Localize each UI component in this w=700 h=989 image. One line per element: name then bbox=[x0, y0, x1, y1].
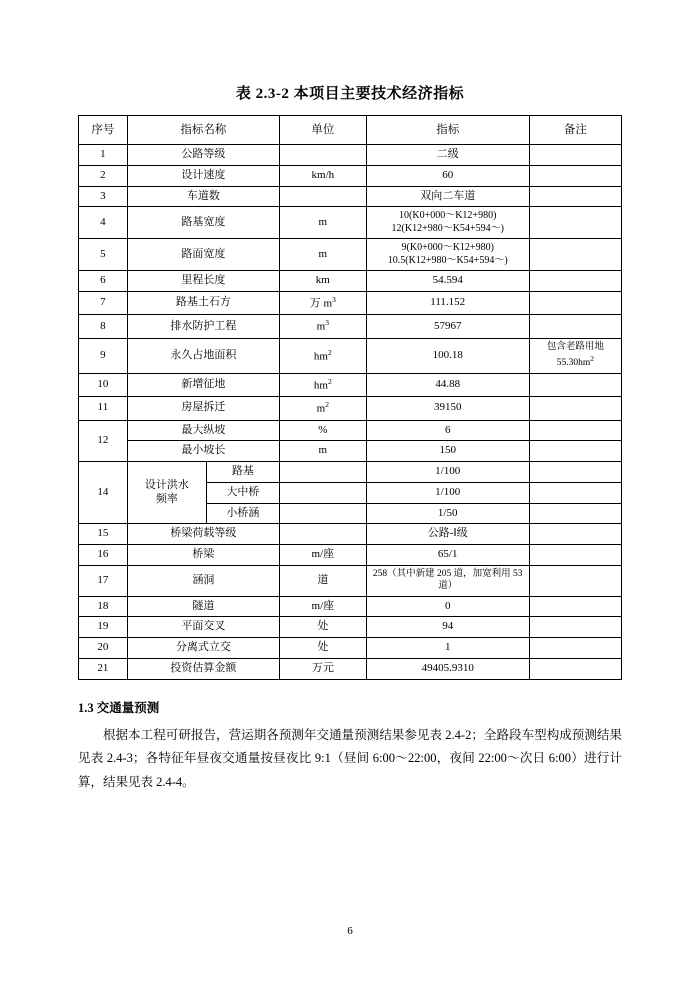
table-row bbox=[79, 207, 622, 239]
cell-name: 永久占地面积 bbox=[127, 338, 279, 373]
cell-value: 双向二车道 bbox=[366, 186, 529, 207]
cell-unit: km bbox=[279, 271, 366, 292]
cell-remark bbox=[529, 239, 621, 271]
cell-value-line-1: 10(K0+000～K12+980) bbox=[399, 210, 497, 222]
cell-unit: m bbox=[279, 239, 366, 271]
cell-unit: km/h bbox=[279, 165, 366, 186]
cell-unit bbox=[279, 482, 366, 503]
cell-name: 排水防护工程 bbox=[127, 315, 279, 338]
table-row bbox=[79, 596, 622, 617]
unit-superscript: 2 bbox=[325, 400, 329, 410]
cell-value: 44.88 bbox=[366, 373, 529, 396]
unit-superscript: 2 bbox=[327, 347, 332, 357]
cell-remark: 包含老路用地 $55.30hm^2$ bbox=[529, 338, 621, 373]
cell-value: 1 bbox=[366, 638, 529, 659]
cell-remark bbox=[529, 420, 621, 441]
cell-group-label: 设计洪水 频率 bbox=[128, 462, 207, 523]
cell-value: 6 bbox=[366, 420, 529, 441]
cell-value: 49405.9310 bbox=[366, 658, 529, 679]
header-cell-unit: 单位 bbox=[279, 116, 366, 145]
table-caption: 表 2.3-2 本项目主要技术经济指标 bbox=[235, 86, 465, 102]
table-row bbox=[79, 338, 622, 373]
cell-unit: $m^2$ bbox=[279, 397, 366, 420]
cell-remark bbox=[529, 565, 621, 596]
table-body bbox=[79, 145, 622, 680]
cell-no: 11 bbox=[79, 397, 128, 420]
unit-superscript: 2 bbox=[327, 376, 332, 386]
cell-name: 路面宽度 bbox=[127, 239, 279, 271]
table-row bbox=[79, 420, 622, 441]
cell-name: 里程长度 bbox=[127, 271, 279, 292]
cell-value-line-2: 10.5(K12+980～K54+594～) bbox=[387, 254, 508, 266]
cell-remark bbox=[529, 315, 621, 338]
cell-value: 1/100 bbox=[366, 482, 529, 503]
cell-unit: 道 bbox=[279, 565, 366, 596]
cell-unit: m/座 bbox=[279, 545, 366, 566]
cell-no: 8 bbox=[79, 315, 128, 338]
cell-unit bbox=[279, 145, 366, 166]
table-header-row bbox=[79, 116, 622, 145]
cell-no: 16 bbox=[79, 545, 128, 566]
section-paragraph: 根据本工程可研报告，营运期各预测年交通量预测结果参见表 2.4-2；全路段车型构成预测结果见表 2.4-3；各特征年昼夜交通量按昼夜比 9:1（昼间 6:00～22:00，夜间 22:00～次日 6:00）进行计算，结果见表 2.4-4。 bbox=[78, 727, 622, 790]
cell-unit bbox=[279, 462, 366, 483]
table-row bbox=[79, 638, 622, 659]
cell-no: 19 bbox=[79, 617, 128, 638]
nested-row bbox=[128, 462, 279, 482]
table-row bbox=[79, 373, 622, 396]
header-cell-remark: 备注 bbox=[529, 116, 621, 145]
cell-no: 10 bbox=[79, 373, 128, 396]
cell-remark bbox=[529, 292, 621, 315]
cell-sub-name: 路基 bbox=[206, 462, 279, 482]
table-row bbox=[79, 658, 622, 679]
cell-remark bbox=[529, 145, 621, 166]
cell-value: 0 bbox=[366, 596, 529, 617]
remark-superscript: 2 bbox=[590, 353, 594, 363]
cell-unit: $hm^2$ bbox=[279, 338, 366, 373]
cell-no: 17 bbox=[79, 565, 128, 596]
cell-no: 3 bbox=[79, 186, 128, 207]
cell-name: 涵洞 bbox=[127, 565, 279, 596]
cell-remark bbox=[529, 524, 621, 545]
cell-value: 258（其中新建 205 道，加宽利用 53 道） bbox=[366, 565, 529, 596]
header-cell-value: 指标 bbox=[366, 116, 529, 145]
cell-remark bbox=[529, 271, 621, 292]
cell-remark bbox=[529, 207, 621, 239]
cell-value: 150 bbox=[366, 441, 529, 462]
unit-superscript: 3 bbox=[325, 318, 329, 328]
cell-no: 6 bbox=[79, 271, 128, 292]
cell-remark bbox=[529, 638, 621, 659]
cell-remark bbox=[529, 397, 621, 420]
cell-value: 111.152 bbox=[366, 292, 529, 315]
cell-name: 隧道 bbox=[127, 596, 279, 617]
cell-remark bbox=[529, 441, 621, 462]
cell-name: 桥梁荷载等级 bbox=[127, 524, 279, 545]
cell-remark bbox=[529, 596, 621, 617]
cell-remark bbox=[529, 503, 621, 524]
cell-value: 57967 bbox=[366, 315, 529, 338]
table-row bbox=[79, 271, 622, 292]
cell-name: 最大纵坡 bbox=[127, 420, 279, 441]
cell-unit: 万 $m^3$ bbox=[279, 292, 366, 315]
cell-remark bbox=[529, 482, 621, 503]
cell-unit: 处 bbox=[279, 638, 366, 659]
cell-value: 1/50 bbox=[366, 503, 529, 524]
cell-name: 桥梁 bbox=[127, 545, 279, 566]
cell-value: 54.594 bbox=[366, 271, 529, 292]
cell-unit bbox=[279, 186, 366, 207]
cell-no: 15 bbox=[79, 524, 128, 545]
table-row bbox=[79, 145, 622, 166]
table-row bbox=[79, 186, 622, 207]
cell-no: 9 bbox=[79, 338, 128, 373]
cell-unit: $m^3$ bbox=[279, 315, 366, 338]
cell-no: 14 bbox=[79, 462, 128, 524]
table-header bbox=[79, 116, 622, 145]
cell-name: 路基宽度 bbox=[127, 207, 279, 239]
cell-remark bbox=[529, 186, 621, 207]
cell-name: 路基土石方 bbox=[127, 292, 279, 315]
cell-no: 18 bbox=[79, 596, 128, 617]
table-row bbox=[79, 292, 622, 315]
table-row bbox=[79, 462, 622, 483]
cell-name: 设计速度 bbox=[127, 165, 279, 186]
table-row bbox=[79, 524, 622, 545]
cell-value-line-1: 9(K0+000～K12+980) bbox=[401, 242, 494, 254]
cell-name: 投资估算金额 bbox=[127, 658, 279, 679]
cell-value: 60 bbox=[366, 165, 529, 186]
table-row bbox=[79, 565, 622, 596]
cell-no: 2 bbox=[79, 165, 128, 186]
technical-economic-indicators-table bbox=[78, 115, 622, 680]
cell-value-line-2: 12(K12+980～K54+594～) bbox=[391, 222, 504, 234]
cell-unit: 处 bbox=[279, 617, 366, 638]
cell-no: 20 bbox=[79, 638, 128, 659]
cell-remark bbox=[529, 373, 621, 396]
table-row bbox=[79, 617, 622, 638]
cell-name: 房屋拆迁 bbox=[127, 397, 279, 420]
table-row bbox=[79, 441, 622, 462]
cell-name: 分离式立交 bbox=[127, 638, 279, 659]
table-row bbox=[79, 239, 622, 271]
cell-name: 公路等级 bbox=[127, 145, 279, 166]
cell-value: 94 bbox=[366, 617, 529, 638]
cell-name: 平面交叉 bbox=[127, 617, 279, 638]
cell-name-group bbox=[127, 462, 279, 524]
cell-unit bbox=[279, 524, 366, 545]
cell-name: 车道数 bbox=[127, 186, 279, 207]
header-cell-no: 序号 bbox=[79, 116, 128, 145]
cell-unit: 万元 bbox=[279, 658, 366, 679]
cell-remark bbox=[529, 462, 621, 483]
cell-sub-name: 小桥涵 bbox=[206, 503, 279, 523]
header-cell-name: 指标名称 bbox=[127, 116, 279, 145]
cell-remark bbox=[529, 658, 621, 679]
table-row bbox=[79, 165, 622, 186]
cell-value: 100.18 bbox=[366, 338, 529, 373]
cell-name: 最小坡长 bbox=[127, 441, 279, 462]
cell-no: 21 bbox=[79, 658, 128, 679]
cell-value: 1/100 bbox=[366, 462, 529, 483]
table-row bbox=[79, 397, 622, 420]
cell-sub-name: 大中桥 bbox=[206, 482, 279, 503]
cell-no: 4 bbox=[79, 207, 128, 239]
cell-value: 39150 bbox=[366, 397, 529, 420]
table-row bbox=[79, 315, 622, 338]
cell-value bbox=[366, 207, 529, 239]
cell-unit: m bbox=[279, 441, 366, 462]
cell-no: 12 bbox=[79, 420, 128, 462]
cell-unit: $hm^2$ bbox=[279, 373, 366, 396]
cell-unit bbox=[279, 503, 366, 524]
cell-value: 65/1 bbox=[366, 545, 529, 566]
unit-superscript: 3 bbox=[332, 295, 336, 304]
cell-value bbox=[366, 239, 529, 271]
table-row bbox=[79, 545, 622, 566]
cell-unit: m/座 bbox=[279, 596, 366, 617]
page-number: 6 bbox=[347, 925, 353, 937]
cell-remark bbox=[529, 617, 621, 638]
cell-no: 5 bbox=[79, 239, 128, 271]
cell-unit: m bbox=[279, 207, 366, 239]
cell-remark bbox=[529, 165, 621, 186]
nested-frequency-table bbox=[128, 462, 279, 523]
section-heading: 1.3 交通量预测 bbox=[78, 700, 160, 715]
cell-remark bbox=[529, 545, 621, 566]
cell-value: 公路-Ⅰ级 bbox=[366, 524, 529, 545]
cell-no: 7 bbox=[79, 292, 128, 315]
cell-value: 二级 bbox=[366, 145, 529, 166]
cell-name: 新增征地 bbox=[127, 373, 279, 396]
cell-no: 1 bbox=[79, 145, 128, 166]
cell-unit: % bbox=[279, 420, 366, 441]
